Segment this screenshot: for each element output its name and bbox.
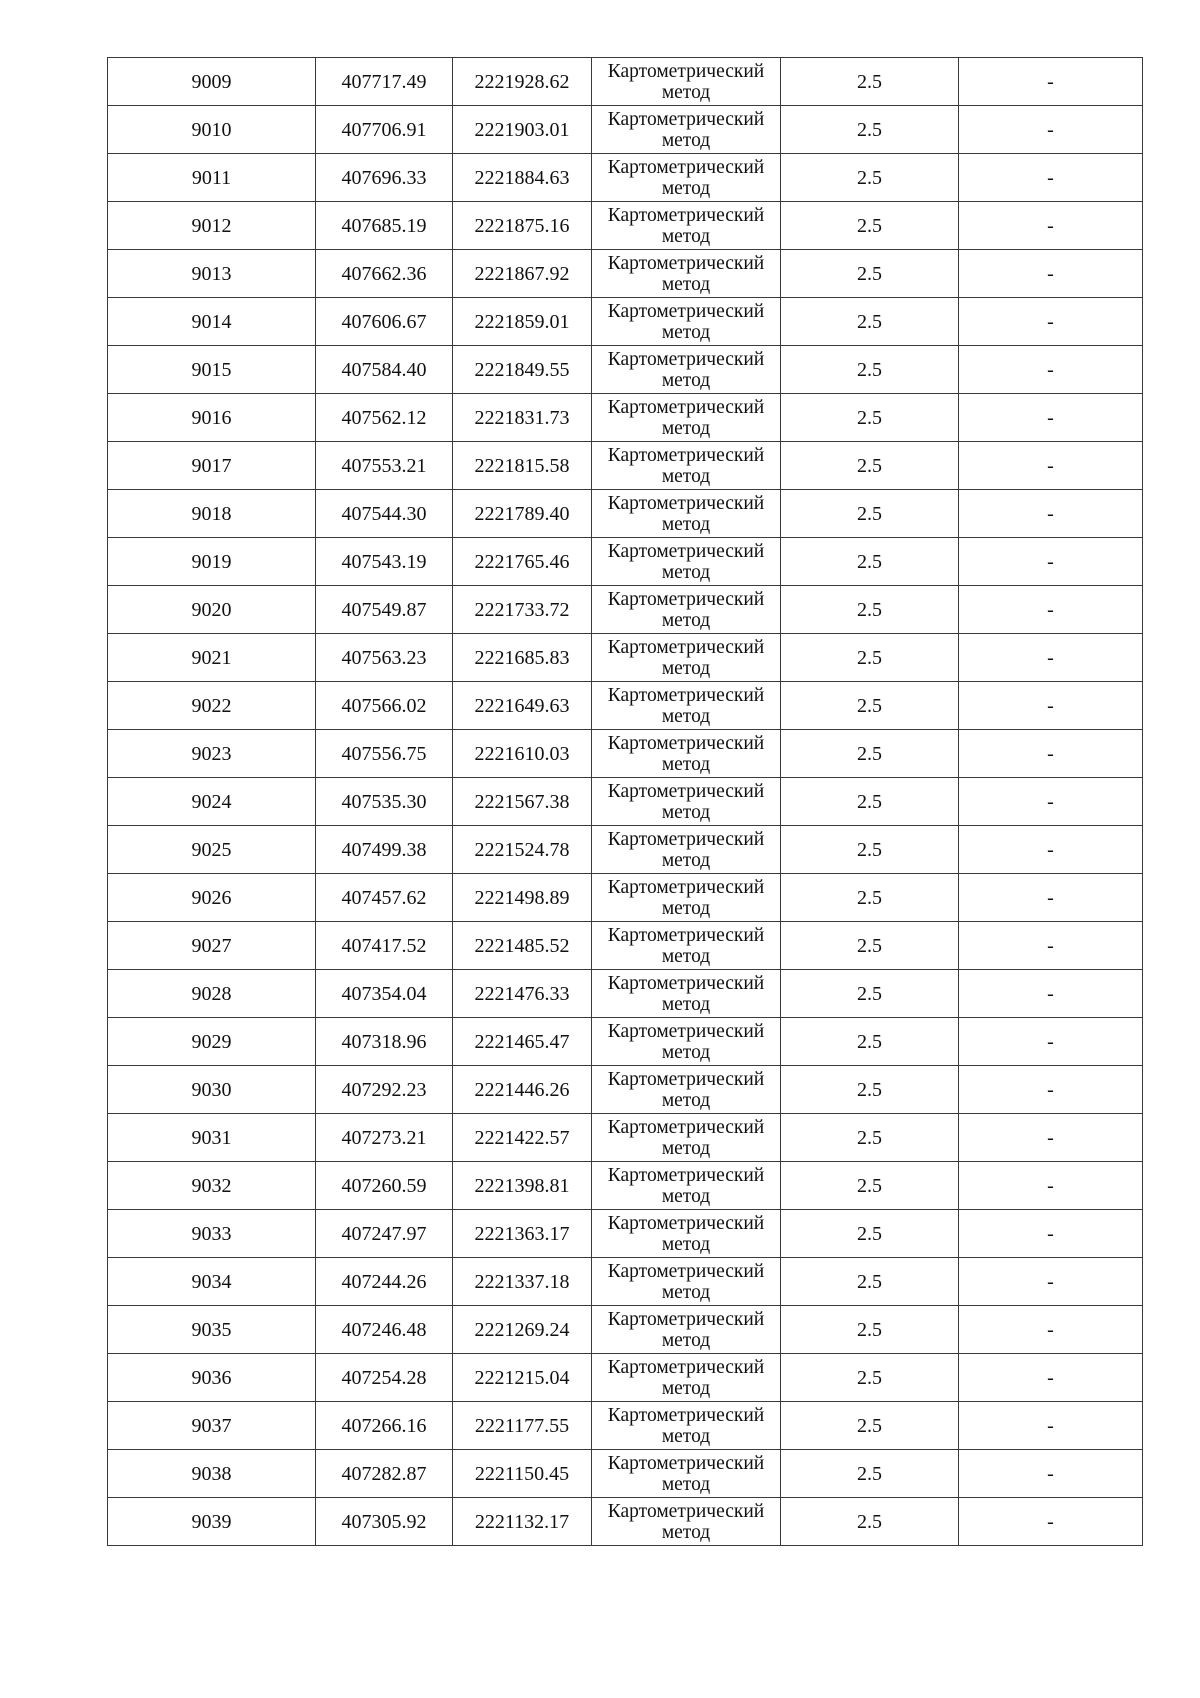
note-cell: - [959,874,1143,922]
method-line-2: метод [661,609,711,631]
method-line-1: Картометрический [607,1068,765,1090]
x-coordinate-cell: 407535.30 [316,778,453,826]
table-row [108,970,1143,1018]
point-number-cell: 9017 [108,442,316,490]
x-coordinate-cell: 407417.52 [316,922,453,970]
accuracy-cell: 2.5 [781,1402,959,1450]
note-cell: - [959,586,1143,634]
table-row [108,1450,1143,1498]
method-cell [592,1066,781,1114]
y-coordinate-cell: 2221398.81 [453,1162,592,1210]
y-coordinate-cell: 2221476.33 [453,970,592,1018]
note-cell: - [959,826,1143,874]
table-row [108,826,1143,874]
y-coordinate-cell: 2221831.73 [453,394,592,442]
method-cell [592,1498,781,1546]
method-cell [592,1114,781,1162]
y-coordinate-cell: 2221485.52 [453,922,592,970]
method-line-2: метод [661,897,711,919]
note-cell: - [959,1402,1143,1450]
point-number-cell: 9034 [108,1258,316,1306]
x-coordinate-cell: 407543.19 [316,538,453,586]
point-number-cell: 9035 [108,1306,316,1354]
accuracy-cell: 2.5 [781,1498,959,1546]
method-cell [592,58,781,106]
method-cell [592,298,781,346]
method-line-2: метод [661,369,711,391]
point-number-cell: 9011 [108,154,316,202]
x-coordinate-cell: 407662.36 [316,250,453,298]
method-cell [592,1018,781,1066]
accuracy-cell: 2.5 [781,1162,959,1210]
accuracy-cell: 2.5 [781,730,959,778]
accuracy-cell: 2.5 [781,922,959,970]
x-coordinate-cell: 407685.19 [316,202,453,250]
table-row [108,538,1143,586]
point-number-cell: 9031 [108,1114,316,1162]
method-line-2: метод [661,1185,711,1207]
note-cell: - [959,1066,1143,1114]
method-line-1: Картометрический [607,1164,765,1186]
method-line-1: Картометрический [607,492,765,514]
point-number-cell: 9010 [108,106,316,154]
x-coordinate-cell: 407260.59 [316,1162,453,1210]
accuracy-cell: 2.5 [781,682,959,730]
method-line-1: Картометрический [607,1020,765,1042]
x-coordinate-cell: 407549.87 [316,586,453,634]
method-cell [592,202,781,250]
method-line-2: метод [661,1425,711,1447]
point-number-cell: 9028 [108,970,316,1018]
table-row [108,298,1143,346]
method-line-2: метод [661,81,711,103]
method-line-1: Картометрический [607,732,765,754]
note-cell: - [959,1162,1143,1210]
y-coordinate-cell: 2221875.16 [453,202,592,250]
table-row [108,490,1143,538]
point-number-cell: 9033 [108,1210,316,1258]
method-cell [592,826,781,874]
method-line-1: Картометрический [607,876,765,898]
table-row [108,634,1143,682]
accuracy-cell: 2.5 [781,778,959,826]
y-coordinate-cell: 2221649.63 [453,682,592,730]
table-row [108,1402,1143,1450]
accuracy-cell: 2.5 [781,298,959,346]
table-row [108,1114,1143,1162]
method-line-1: Картометрический [607,924,765,946]
y-coordinate-cell: 2221132.17 [453,1498,592,1546]
table-row [108,250,1143,298]
accuracy-cell: 2.5 [781,874,959,922]
method-cell [592,346,781,394]
note-cell: - [959,1306,1143,1354]
accuracy-cell: 2.5 [781,1018,959,1066]
point-number-cell: 9024 [108,778,316,826]
note-cell: - [959,634,1143,682]
table-row [108,1018,1143,1066]
method-line-1: Картометрический [607,636,765,658]
method-line-2: метод [661,513,711,535]
point-number-cell: 9016 [108,394,316,442]
note-cell: - [959,1450,1143,1498]
y-coordinate-cell: 2221177.55 [453,1402,592,1450]
method-line-2: метод [661,273,711,295]
note-cell: - [959,1354,1143,1402]
point-number-cell: 9009 [108,58,316,106]
x-coordinate-cell: 407606.67 [316,298,453,346]
note-cell: - [959,58,1143,106]
accuracy-cell: 2.5 [781,106,959,154]
note-cell: - [959,106,1143,154]
method-cell [592,1354,781,1402]
table-row [108,1498,1143,1546]
point-number-cell: 9032 [108,1162,316,1210]
method-line-1: Картометрический [607,1356,765,1378]
method-line-1: Картометрический [607,444,765,466]
x-coordinate-cell: 407556.75 [316,730,453,778]
table-row [108,154,1143,202]
method-line-1: Картометрический [607,1452,765,1474]
x-coordinate-cell: 407457.62 [316,874,453,922]
method-line-2: метод [661,1233,711,1255]
method-line-2: метод [661,561,711,583]
accuracy-cell: 2.5 [781,1066,959,1114]
x-coordinate-cell: 407254.28 [316,1354,453,1402]
y-coordinate-cell: 2221685.83 [453,634,592,682]
method-line-2: метод [661,225,711,247]
note-cell: - [959,1258,1143,1306]
accuracy-cell: 2.5 [781,970,959,1018]
method-line-1: Картометрический [607,588,765,610]
point-number-cell: 9036 [108,1354,316,1402]
method-cell [592,154,781,202]
method-line-1: Картометрический [607,1404,765,1426]
note-cell: - [959,730,1143,778]
method-line-2: метод [661,1377,711,1399]
method-line-2: метод [661,1329,711,1351]
method-line-1: Картометрический [607,780,765,802]
method-line-2: метод [661,321,711,343]
accuracy-cell: 2.5 [781,250,959,298]
point-number-cell: 9038 [108,1450,316,1498]
method-cell [592,778,781,826]
method-line-1: Картометрический [607,1212,765,1234]
point-number-cell: 9018 [108,490,316,538]
accuracy-cell: 2.5 [781,442,959,490]
method-line-2: метод [661,1041,711,1063]
y-coordinate-cell: 2221269.24 [453,1306,592,1354]
y-coordinate-cell: 2221524.78 [453,826,592,874]
method-cell [592,970,781,1018]
note-cell: - [959,1018,1143,1066]
note-cell: - [959,538,1143,586]
x-coordinate-cell: 407305.92 [316,1498,453,1546]
table-row [108,874,1143,922]
note-cell: - [959,298,1143,346]
method-line-1: Картометрический [607,60,765,82]
method-cell [592,106,781,154]
y-coordinate-cell: 2221867.92 [453,250,592,298]
accuracy-cell: 2.5 [781,826,959,874]
point-number-cell: 9037 [108,1402,316,1450]
y-coordinate-cell: 2221849.55 [453,346,592,394]
note-cell: - [959,442,1143,490]
point-number-cell: 9013 [108,250,316,298]
method-line-2: метод [661,1281,711,1303]
note-cell: - [959,394,1143,442]
x-coordinate-cell: 407247.97 [316,1210,453,1258]
table-row [108,58,1143,106]
method-line-1: Картометрический [607,1260,765,1282]
x-coordinate-cell: 407244.26 [316,1258,453,1306]
table-row [108,106,1143,154]
note-cell: - [959,1210,1143,1258]
method-cell [592,1210,781,1258]
method-line-2: метод [661,801,711,823]
point-number-cell: 9020 [108,586,316,634]
method-line-1: Картометрический [607,972,765,994]
x-coordinate-cell: 407318.96 [316,1018,453,1066]
x-coordinate-cell: 407563.23 [316,634,453,682]
y-coordinate-cell: 2221215.04 [453,1354,592,1402]
method-line-2: метод [661,1137,711,1159]
x-coordinate-cell: 407717.49 [316,58,453,106]
note-cell: - [959,346,1143,394]
note-cell: - [959,970,1143,1018]
accuracy-cell: 2.5 [781,202,959,250]
note-cell: - [959,1498,1143,1546]
method-line-1: Картометрический [607,204,765,226]
accuracy-cell: 2.5 [781,538,959,586]
table-row [108,1306,1143,1354]
point-number-cell: 9026 [108,874,316,922]
y-coordinate-cell: 2221363.17 [453,1210,592,1258]
table-row [108,922,1143,970]
x-coordinate-cell: 407246.48 [316,1306,453,1354]
note-cell: - [959,922,1143,970]
table-row [108,442,1143,490]
method-cell [592,490,781,538]
note-cell: - [959,682,1143,730]
x-coordinate-cell: 407282.87 [316,1450,453,1498]
method-line-2: метод [661,753,711,775]
method-line-1: Картометрический [607,1308,765,1330]
x-coordinate-cell: 407273.21 [316,1114,453,1162]
point-number-cell: 9025 [108,826,316,874]
point-number-cell: 9012 [108,202,316,250]
y-coordinate-cell: 2221422.57 [453,1114,592,1162]
x-coordinate-cell: 407584.40 [316,346,453,394]
point-number-cell: 9029 [108,1018,316,1066]
x-coordinate-cell: 407292.23 [316,1066,453,1114]
x-coordinate-cell: 407566.02 [316,682,453,730]
y-coordinate-cell: 2221498.89 [453,874,592,922]
accuracy-cell: 2.5 [781,346,959,394]
method-cell [592,1162,781,1210]
note-cell: - [959,154,1143,202]
x-coordinate-cell: 407354.04 [316,970,453,1018]
accuracy-cell: 2.5 [781,154,959,202]
method-line-1: Картометрический [607,1500,765,1522]
accuracy-cell: 2.5 [781,1114,959,1162]
method-line-2: метод [661,417,711,439]
point-number-cell: 9027 [108,922,316,970]
y-coordinate-cell: 2221765.46 [453,538,592,586]
method-cell [592,682,781,730]
accuracy-cell: 2.5 [781,1258,959,1306]
method-line-2: метод [661,1473,711,1495]
method-cell [592,874,781,922]
table-row [108,586,1143,634]
x-coordinate-cell: 407266.16 [316,1402,453,1450]
y-coordinate-cell: 2221859.01 [453,298,592,346]
method-line-2: метод [661,657,711,679]
x-coordinate-cell: 407553.21 [316,442,453,490]
table-row [108,1210,1143,1258]
y-coordinate-cell: 2221903.01 [453,106,592,154]
method-line-1: Картометрический [607,540,765,562]
point-number-cell: 9030 [108,1066,316,1114]
x-coordinate-cell: 407696.33 [316,154,453,202]
y-coordinate-cell: 2221150.45 [453,1450,592,1498]
y-coordinate-cell: 2221789.40 [453,490,592,538]
method-line-2: метод [661,945,711,967]
table-row [108,778,1143,826]
y-coordinate-cell: 2221815.58 [453,442,592,490]
method-line-2: метод [661,1521,711,1543]
x-coordinate-cell: 407562.12 [316,394,453,442]
x-coordinate-cell: 407499.38 [316,826,453,874]
method-line-1: Картометрический [607,300,765,322]
method-cell [592,1306,781,1354]
table-row [108,346,1143,394]
method-cell [592,586,781,634]
coordinates-table [107,57,1143,1546]
accuracy-cell: 2.5 [781,58,959,106]
accuracy-cell: 2.5 [781,1210,959,1258]
accuracy-cell: 2.5 [781,1306,959,1354]
y-coordinate-cell: 2221465.47 [453,1018,592,1066]
note-cell: - [959,1114,1143,1162]
method-line-1: Картометрический [607,396,765,418]
method-line-1: Картометрический [607,684,765,706]
table-row [108,1354,1143,1402]
y-coordinate-cell: 2221446.26 [453,1066,592,1114]
point-number-cell: 9014 [108,298,316,346]
table-row [108,202,1143,250]
note-cell: - [959,490,1143,538]
accuracy-cell: 2.5 [781,394,959,442]
accuracy-cell: 2.5 [781,634,959,682]
method-line-2: метод [661,129,711,151]
y-coordinate-cell: 2221337.18 [453,1258,592,1306]
method-cell [592,1450,781,1498]
y-coordinate-cell: 2221884.63 [453,154,592,202]
accuracy-cell: 2.5 [781,1450,959,1498]
method-cell [592,634,781,682]
method-cell [592,922,781,970]
method-line-2: метод [661,177,711,199]
y-coordinate-cell: 2221928.62 [453,58,592,106]
accuracy-cell: 2.5 [781,1354,959,1402]
method-cell [592,730,781,778]
method-line-1: Картометрический [607,252,765,274]
method-line-1: Картометрический [607,348,765,370]
table-row [108,1258,1143,1306]
method-cell [592,250,781,298]
table-row [108,394,1143,442]
method-line-2: метод [661,465,711,487]
x-coordinate-cell: 407706.91 [316,106,453,154]
method-cell [592,394,781,442]
point-number-cell: 9019 [108,538,316,586]
point-number-cell: 9022 [108,682,316,730]
point-number-cell: 9039 [108,1498,316,1546]
y-coordinate-cell: 2221610.03 [453,730,592,778]
table-row [108,1066,1143,1114]
method-line-2: метод [661,705,711,727]
method-line-1: Картометрический [607,828,765,850]
method-line-1: Картометрический [607,156,765,178]
method-line-1: Картометрический [607,1116,765,1138]
accuracy-cell: 2.5 [781,490,959,538]
point-number-cell: 9023 [108,730,316,778]
method-line-1: Картометрический [607,108,765,130]
method-line-2: метод [661,1089,711,1111]
table-row [108,682,1143,730]
point-number-cell: 9021 [108,634,316,682]
note-cell: - [959,778,1143,826]
method-cell [592,538,781,586]
accuracy-cell: 2.5 [781,586,959,634]
note-cell: - [959,202,1143,250]
x-coordinate-cell: 407544.30 [316,490,453,538]
note-cell: - [959,250,1143,298]
coordinates-table-body [108,58,1143,1546]
table-row [108,730,1143,778]
table-row [108,1162,1143,1210]
y-coordinate-cell: 2221567.38 [453,778,592,826]
method-cell [592,1258,781,1306]
y-coordinate-cell: 2221733.72 [453,586,592,634]
method-cell [592,442,781,490]
method-line-2: метод [661,993,711,1015]
point-number-cell: 9015 [108,346,316,394]
method-cell [592,1402,781,1450]
method-line-2: метод [661,849,711,871]
